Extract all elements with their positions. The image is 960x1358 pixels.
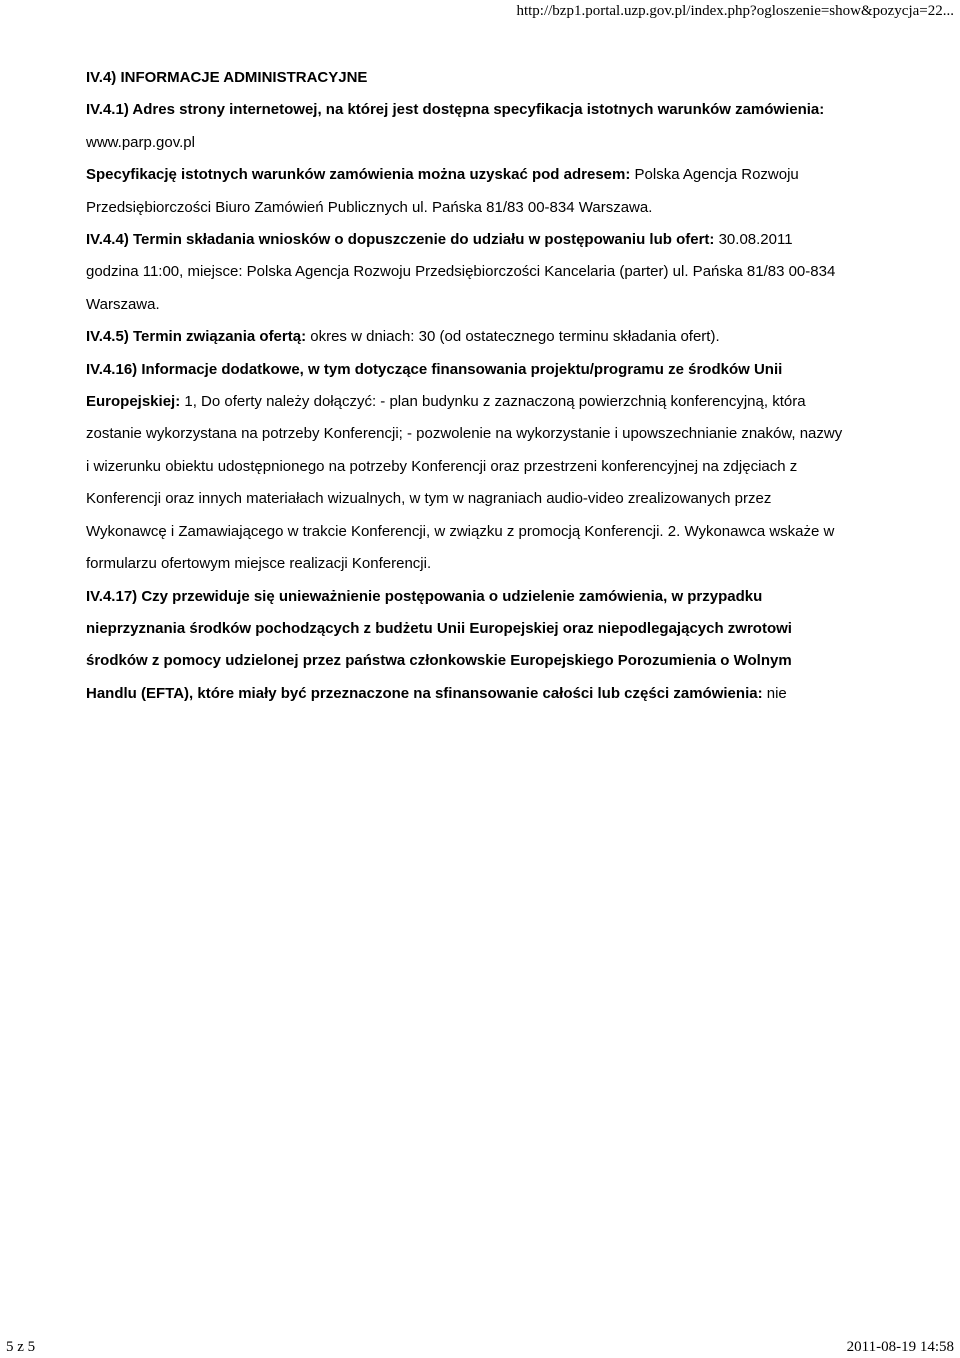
additional-info-line-5: Konferencji oraz innych materiałach wizualnych, w tym w nagraniach audio-video zrealizowanych przez: [86, 490, 772, 508]
additional-info-label-2: Europejskiej:: [86, 393, 181, 411]
cancellation-label-2: nieprzyznania środków pochodzących z budżetu Unii Europejskiej oraz niepodlegających zwrotowi: [86, 619, 792, 637]
deadline-line-3: Warszawa.: [86, 295, 160, 313]
siwz-address-line-2: Przedsiębiorczości Biuro Zamówień Publicznych ul. Pańska 81/83 00-834 Warszawa.: [86, 198, 653, 216]
print-timestamp: 2011-08-19 14:58: [846, 1339, 954, 1355]
offer-binding-line: [86, 321, 898, 353]
website-url[interactable]: www.parp.gov.pl: [86, 133, 195, 151]
siwz-address-start: Polska Agencja Rozwoju: [634, 166, 799, 184]
additional-info-line-3: zostanie wykorzystana na potrzeby Konferencji; - pozwolenie na wykorzystanie i upowszechnianie znaków, nazwy: [86, 425, 843, 443]
cancellation-label-4: Handlu (EFTA), które miały być przeznaczone na sfinansowanie całości lub części zamówienia:: [86, 684, 763, 702]
cancellation-answer: nie: [766, 684, 787, 702]
additional-info-line-2: [86, 386, 898, 418]
cancellation-label-1: IV.4.17) Czy przewiduje się unieważnienie postępowania o udzielenie zamówienia, w przypadku: [86, 587, 763, 605]
deadline-date: 30.08.2011: [718, 231, 793, 249]
additional-info-label-1: IV.4.16) Informacje dodatkowe, w tym dotyczące finansowania projektu/programu ze środków Unii: [86, 360, 783, 378]
siwz-line-1: [86, 159, 898, 191]
additional-info-text-2: 1, Do oferty należy dołączyć: - plan budynku z zaznaczoną powierzchnią konferencyjną, która: [184, 393, 806, 411]
additional-info-line-4: i wizerunku obiektu udostępnionego na potrzeby Konferencji oraz przestrzeni konferencyjnej na zdjęciach z: [86, 457, 798, 475]
section-heading: IV.4) INFORMACJE ADMINISTRACYJNE: [86, 69, 368, 86]
document-body: [86, 62, 898, 710]
deadline-line-2: godzina 11:00, miejsce: Polska Agencja Rozwoju Przedsiębiorczości Kancelaria (parter) ul. Pańska 81/83 00-834: [86, 263, 836, 281]
deadline-line-1: [86, 224, 898, 256]
additional-info-line-7: formularzu ofertowym miejsce realizacji Konferencji.: [86, 555, 432, 573]
print-footer: [0, 1336, 960, 1358]
siwz-label: Specyfikację istotnych warunków zamówienia można uzyskać pod adresem:: [86, 166, 631, 184]
cancellation-line-4: [86, 678, 898, 710]
offer-binding-text: okres w dniach: 30 (od ostatecznego terminu składania ofert).: [310, 328, 720, 346]
deadline-label: IV.4.4) Termin składania wniosków o dopuszczenie do udziału w postępowaniu lub ofert:: [86, 231, 715, 249]
website-label: IV.4.1) Adres strony internetowej, na której jest dostępna specyfikacja istotnych warunków zamówienia:: [86, 101, 825, 119]
cancellation-label-3: środków z pomocy udzielonej przez państwa członkowskie Europejskiego Porozumienia o Wolnym: [86, 652, 792, 670]
offer-binding-label: IV.4.5) Termin związania ofertą:: [86, 328, 307, 346]
page-number: 5 z 5: [6, 1339, 36, 1355]
print-header-url: http://bzp1.portal.uzp.gov.pl/index.php?ogloszenie=show&pozycja=22...: [516, 3, 954, 19]
additional-info-line-6: Wykonawcę i Zamawiającego w trakcie Konferencji, w związku z promocją Konferencji. 2. Wykonawca wskaże w: [86, 522, 835, 540]
